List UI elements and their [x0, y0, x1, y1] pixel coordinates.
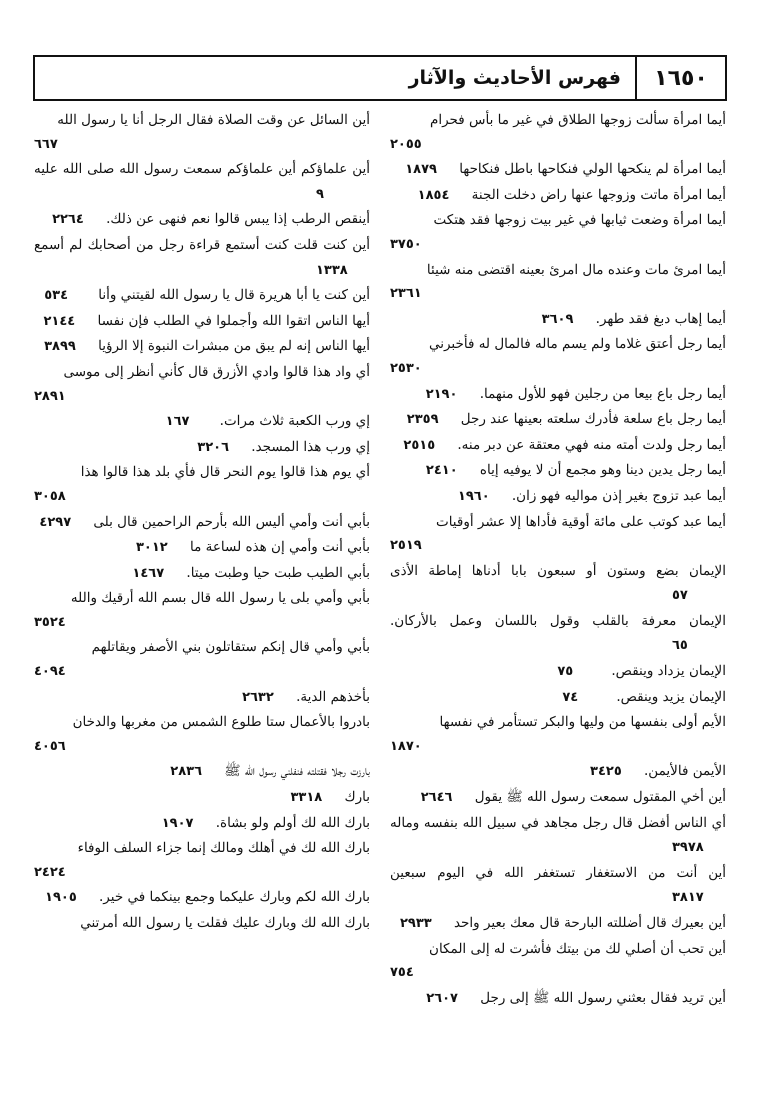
entry-text: أين علماؤكم أين علماؤكم سمعت رسول الله صلى الله عليه — [34, 161, 370, 178]
entry-reference-number: ٢٨٣٦ — [170, 764, 203, 780]
index-entry — [390, 258, 726, 307]
entry-text: بأبي وأمي قال إنكم ستقاتلون بني الأصفر ويقاتلهم — [91, 639, 370, 656]
entry-text: الإيمان يزيد وينقص. — [616, 688, 726, 705]
entry-text: بأبي وأمي بلى يا رسول الله قال بسم الله أرقيك والله — [70, 590, 370, 607]
entry-reference-number: ٢٥١٥ — [403, 437, 436, 453]
index-entry — [34, 586, 370, 635]
entry-text: أيما امرأة سألت زوجها الطلاق في غير ما بأس فحرام — [430, 112, 726, 128]
index-entry — [34, 334, 370, 360]
index-entry — [390, 785, 726, 811]
entry-reference-number: ١٦٧ — [165, 414, 190, 430]
entry-text: بأبي الطيب طبت حيا وطبت ميتا. — [186, 564, 370, 581]
entry-text: أين أنت من الاستغفار تستغفر الله في اليوم سبعين — [390, 864, 726, 881]
entry-text: أين السائل عن وقت الصلاة فقال الرجل أنا يا رسول الله — [57, 112, 370, 128]
entry-text: أيها الناس اتقوا الله وأجملوا في الطلب فإن نفسا — [97, 312, 370, 329]
entry-text: بارزت رجلا فقتلته فنفلني رسول الله ﷺ — [224, 763, 370, 780]
entry-text: بأبي أنت وأمي أليس الله بأرحم الراحمين قال بلى — [93, 513, 370, 530]
entry-text: أيما امرأة ماتت وزوجها عنها راض دخلت الجنة — [471, 186, 726, 203]
index-entry — [34, 283, 370, 309]
entry-text: الأيمن فالأيمن. — [644, 763, 726, 780]
entry-reference-number: ٢٨٩١ — [34, 388, 66, 404]
entry-reference-number: ١٤٦٧ — [132, 565, 165, 581]
entry-text: أيها الناس إنه لم يبق من مبشرات النبوة إلا الرؤيا — [98, 338, 370, 355]
entry-text: أيما عبد كوتب على مائة أوقية فأداها إلا عشر أوقيات — [435, 513, 726, 530]
index-entry — [390, 183, 726, 209]
entry-text: بارك الله لك أولم ولو بشاة. — [215, 814, 370, 831]
entry-reference-number: ٢٣٦١ — [390, 286, 422, 302]
index-entry — [390, 458, 726, 484]
entry-text: إي ورب هذا المسجد. — [251, 438, 370, 455]
index-entry — [34, 561, 370, 587]
entry-reference-number: ٧٥ — [557, 664, 574, 680]
entry-reference-number: ٣٦٠٩ — [541, 311, 574, 327]
entry-reference-number: ٦٦٧ — [34, 136, 58, 152]
index-entry — [34, 108, 370, 157]
entry-reference-number: ٣٠٥٨ — [34, 488, 66, 504]
entry-text: أيما رجل باع بيعا من رجلين فهو للأول منهما. — [479, 385, 726, 402]
entry-reference-number: ٢١٩٠ — [425, 386, 458, 402]
entry-text: بأبي أنت وأمي إن هذه لساعة ما — [190, 539, 370, 556]
index-entry — [34, 635, 370, 684]
entry-reference-number: ٣٣١٨ — [290, 790, 323, 806]
entry-text: أيما امرأة لم ينكحها الولي فنكاحها باطل فنكاحها — [459, 161, 726, 178]
entry-text: أين تحب أن أصلي لك من بيتك فأشرت له إلى المكان — [429, 940, 726, 957]
index-entry — [34, 360, 370, 409]
entry-reference-number: ٢٣٥٩ — [406, 412, 439, 428]
index-entry — [34, 207, 370, 233]
entry-text: أين أخي المقتول سمعت رسول الله ﷺ يقول — [474, 789, 726, 806]
entry-text: أي الناس أفضل قال رجل مجاهد في سبيل الله بنفسه وماله — [390, 814, 726, 831]
entry-text: بارك الله لكم وبارك عليكما وجمع بينكما في خير. — [99, 889, 370, 906]
entry-reference-number: ٢٥١٩ — [390, 538, 422, 554]
entry-reference-number: ٩ — [316, 186, 324, 202]
index-entry — [390, 986, 726, 1012]
entry-text: أيما رجل يدين دينا وهو مجمع أن لا يوفيه إياه — [479, 462, 726, 479]
index-entry — [34, 911, 370, 936]
entry-reference-number: ٦٥ — [672, 638, 688, 654]
index-entry — [34, 460, 370, 509]
entry-text: بادروا بالأعمال ستا طلوع الشمس من مغربها والدخان — [72, 714, 370, 731]
entry-text: إي ورب الكعبة ثلاث مرات. — [219, 413, 370, 430]
entry-reference-number: ١٨٧٠ — [390, 738, 422, 754]
index-entry — [390, 382, 726, 408]
entry-text: أيما امرأة وضعت ثيابها في غير بيت زوجها فقد هتكت — [433, 212, 726, 229]
index-entry — [34, 233, 370, 283]
entry-text: أيما إهاب دبغ فقد طهر. — [595, 310, 726, 327]
entry-text: أيما رجل ولدت أمته منه فهي معتقة عن دبر منه. — [457, 436, 726, 453]
index-entry — [390, 659, 726, 685]
entry-text: الإيمان بضع وستون أو سبعون بابا أدناها إماطة الأذى — [390, 562, 726, 579]
entry-text: بارك الله لك في أهلك ومالك إنما جزاء السلف الوفاء — [77, 840, 370, 857]
entry-reference-number: ٤٠٥٦ — [34, 738, 66, 754]
entry-reference-number: ٣٤٢٥ — [590, 764, 622, 780]
index-entry — [390, 559, 726, 609]
index-entry — [34, 309, 370, 335]
index-entry — [390, 208, 726, 257]
index-entry — [390, 484, 726, 510]
entry-text: أينقص الرطب إذا يبس قالوا نعم فنهى عن ذلك. — [106, 211, 370, 228]
index-entry — [34, 510, 370, 536]
index-entry — [34, 836, 370, 885]
page-number: ١٦٥٠ — [635, 57, 725, 99]
index-entry — [34, 685, 370, 711]
index-entry — [390, 609, 726, 659]
entry-reference-number: ١٩٦٠ — [457, 488, 490, 504]
entry-text: أيما رجل أعتق غلاما ولم يسم ماله فالمال له فأخبرني — [428, 336, 726, 353]
index-entry — [390, 710, 726, 759]
index-entry — [34, 710, 370, 759]
page-header — [33, 55, 727, 101]
index-entry — [390, 510, 726, 559]
entry-reference-number: ٢٥٣٠ — [390, 360, 422, 376]
index-entry — [390, 433, 726, 459]
entry-text: أين كنت يا أبا هريرة قال يا رسول الله لقيتني وأنا — [98, 287, 370, 304]
entry-reference-number: ١٣٣٨ — [316, 262, 348, 278]
entry-text: أين بعيرك قال أضللته البارحة قال معك بعير واحد — [453, 915, 726, 931]
entry-text: أين كنت قلت كنت أستمع قراءة رجل من أصحابك لم أسمع — [34, 236, 370, 253]
entry-text: الأيم أولى بنفسها من وليها والبكر تستأمر في نفسها — [439, 714, 726, 731]
entry-text: أي واد هذا قالوا وادي الأزرق قال كأني أنظر إلى موسى — [63, 363, 370, 380]
index-entry — [34, 157, 370, 207]
entry-text: أين تريد فقال بعثني رسول الله ﷺ إلى رجل — [480, 989, 726, 1006]
index-entry — [34, 535, 370, 561]
index-entry — [34, 885, 370, 911]
entry-text: بارك الله لك وبارك عليك فقلت يا رسول الله أمرتني — [80, 915, 370, 931]
entry-reference-number: ٧٥٤ — [390, 965, 414, 981]
index-entry — [34, 811, 370, 837]
page-title: فهرس الأحاديث والآثار — [408, 67, 621, 89]
entry-text: أيما عبد تزوج بغير إذن مواليه فهو زان. — [511, 487, 726, 504]
entry-reference-number: ٣٥٢٤ — [34, 614, 66, 630]
index-entry — [34, 435, 370, 461]
left-column — [34, 108, 370, 1093]
entry-reference-number: ١٨٥٤ — [417, 187, 450, 203]
entry-reference-number: ٣٩٧٨ — [672, 840, 704, 856]
entry-text: بأخذهم الدية. — [296, 688, 370, 705]
entry-reference-number: ٢٩٣٣ — [399, 916, 432, 931]
entry-reference-number: ٢٤١٠ — [425, 463, 458, 479]
index-entry — [34, 759, 370, 785]
entry-text: أي يوم هذا قالوا يوم النحر قال فأي بلد هذا قالوا هذا — [80, 464, 370, 481]
entry-reference-number: ١٨٧٩ — [405, 162, 437, 178]
entry-text: الإيمان معرفة بالقلب وقول باللسان وعمل بالأركان. — [390, 612, 726, 629]
entry-reference-number: ٢٢٦٤ — [52, 212, 84, 228]
entry-text: أيما امرئ مات وعنده مال امرئ بعينه اقتضى منه شيئا — [426, 261, 726, 278]
index-entry — [390, 811, 726, 861]
entry-reference-number: ٢٠٥٥ — [390, 136, 422, 152]
entry-reference-number: ٥٣٤ — [44, 288, 69, 304]
index-entry — [390, 407, 726, 433]
index-entry — [390, 307, 726, 333]
entry-reference-number: ٢٦٣٢ — [242, 689, 274, 705]
entry-reference-number: ٣٨١٧ — [672, 890, 704, 906]
entry-reference-number: ٣٧٥٠ — [390, 236, 422, 252]
index-entry — [34, 409, 370, 435]
entry-reference-number: ٤٢٩٧ — [39, 514, 72, 530]
entry-reference-number: ٢٤٢٤ — [34, 864, 66, 880]
index-entry — [390, 861, 726, 911]
right-column — [390, 108, 726, 1093]
entry-reference-number: ٣٨٩٩ — [44, 339, 76, 355]
index-entry — [34, 785, 370, 811]
entry-reference-number: ٧٤ — [562, 689, 579, 705]
entry-text: أيما رجل باع سلعة فأدرك سلعته بعينها عند رجل — [460, 411, 726, 428]
entry-reference-number: ١٩٠٧ — [161, 815, 194, 831]
entry-reference-number: ٣٢٠٦ — [197, 439, 230, 455]
entry-reference-number: ٤٠٩٤ — [34, 664, 66, 680]
index-entry — [390, 685, 726, 711]
entry-reference-number: ٣٠١٢ — [136, 540, 168, 556]
entry-text: الإيمان يزداد وينقص. — [611, 663, 726, 680]
entry-reference-number: ٥٧ — [672, 588, 688, 604]
entry-reference-number: ٢١٤٤ — [43, 313, 76, 329]
entry-reference-number: ١٩٠٥ — [45, 890, 77, 906]
entry-reference-number: ٢٦٤٦ — [420, 790, 453, 806]
index-entry — [390, 108, 726, 157]
index-entry — [390, 759, 726, 785]
index-entry — [390, 937, 726, 986]
entry-text: بارك — [344, 789, 370, 806]
index-entry — [390, 911, 726, 937]
entry-reference-number: ٢٦٠٧ — [426, 990, 458, 1006]
index-entry — [390, 332, 726, 381]
index-entry — [390, 157, 726, 183]
